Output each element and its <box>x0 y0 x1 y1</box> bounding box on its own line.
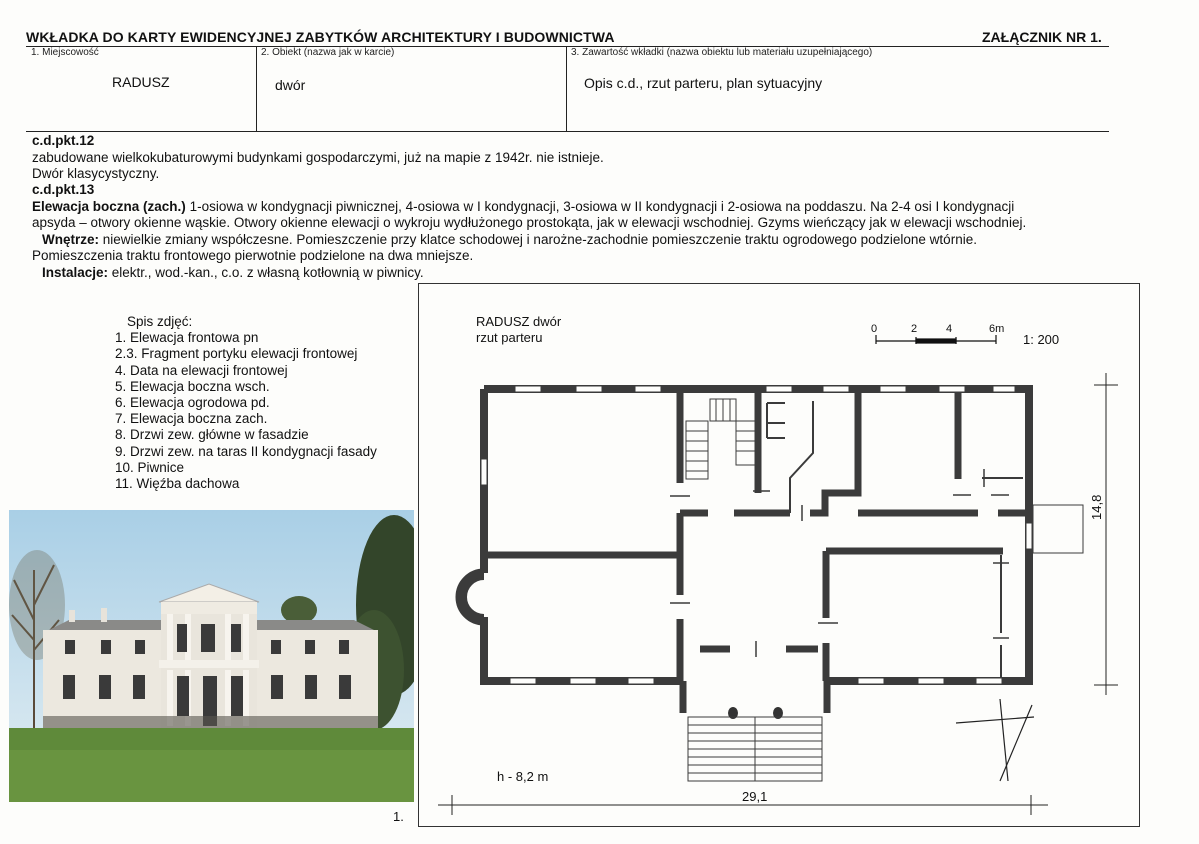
photo-list-item: 6. Elewacja ogrodowa pd. <box>115 395 270 411</box>
floor-plan-drawing <box>418 283 1138 825</box>
section12-line2: Dwór klasycystyczny. <box>32 166 160 181</box>
scale-tick-2: 2 <box>911 323 918 335</box>
document-title: WKŁADKA DO KARTY EWIDENCYJNEJ ZABYTKÓW ARCHITEKTURY I BUDOWNICTWA <box>26 29 615 45</box>
photo-list-item: 11. Więźba dachowa <box>115 476 240 492</box>
elevation-label: Elewacja boczna (zach.) <box>32 199 186 214</box>
photo-list-item: 10. Piwnice <box>115 459 185 475</box>
installations-text: elektr., wod.-kan., c.o. z własną kotłownią w piwnicy. <box>108 265 424 280</box>
installations-label: Instalacje: <box>42 265 109 280</box>
photo-list-heading: Spis zdjęć: <box>127 314 193 329</box>
object-label: 2. Obiekt (nazwa jak w karcie) <box>261 47 395 58</box>
field-divider-1 <box>256 47 257 131</box>
height-note: h - 8,2 m <box>497 769 549 784</box>
installations-paragraph <box>42 265 424 281</box>
front-steps <box>688 717 822 781</box>
elevation-paragraph <box>32 199 1014 215</box>
elevation-line2: apsyda – otwory okienne wąskie. Otwory okienne elewacji o wykroju wydłużonego prostokąta, jak w elewacji wschodniej. Gzyms wieńczący jak w elewacji wschodniej. <box>32 215 1027 230</box>
locality-value: RADUSZ <box>112 74 170 90</box>
locality-label: 1. Miejscowość <box>31 47 99 58</box>
header-rule <box>26 46 1109 47</box>
section12-line1: zabudowane wielkokubaturowymi budynkami gospodarczymi, już na mapie z 1942r. nie istnieje. <box>32 150 604 165</box>
plan-title-line1: RADUSZ dwór <box>476 314 562 329</box>
elevation-line1: 1-osiowa w kondygnacji piwnicznej, 4-osiowa w I kondygnacji, 3-osiowa w II kondygnacji i 2-osiowa na poddaszu. Na 2-4 osi I kondygnacji <box>185 199 1015 214</box>
east-terrace <box>1033 505 1083 553</box>
photo-list-item: 1. Elewacja frontowa pn <box>115 330 259 346</box>
scale-tick-4: 4 <box>946 323 953 335</box>
photo-list-item: 2.3. Fragment portyku elewacji frontowej <box>115 346 358 362</box>
photo-number: 1. <box>393 809 404 824</box>
scale-bar <box>876 335 996 344</box>
scale-ratio: 1: 200 <box>1023 332 1060 347</box>
photo-list-item: 8. Drzwi zew. główne w fasadzie <box>115 427 309 443</box>
manor-photo-drawing <box>9 510 414 802</box>
section12-heading: c.d.pkt.12 <box>32 133 95 148</box>
interior-line1: niewielkie zmiany współczesne. Pomieszczenie przy klatce schodowej i narożne-zachodnie pomieszczenie traktu ogrodowego podzielone wtórnie. <box>99 232 977 247</box>
depth-dimension: 14,8 <box>1089 494 1104 520</box>
section13-heading: c.d.pkt.13 <box>32 182 95 197</box>
photo-list-item: 7. Elewacja boczna zach. <box>115 411 268 427</box>
scale-tick-6: 6m <box>989 323 1005 335</box>
fields-bottom-rule <box>26 131 1109 132</box>
scale-tick-0: 0 <box>871 323 878 335</box>
photo-list-item: 9. Drzwi zew. na taras II kondygnacji fasady <box>115 443 377 459</box>
plan-title-line2: rzut parteru <box>476 330 543 345</box>
interior-label: Wnętrze: <box>42 232 99 247</box>
content-value: Opis c.d., rzut parteru, plan sytuacyjny <box>584 75 823 91</box>
object-value: dwór <box>275 77 306 93</box>
photo-list-item: 5. Elewacja boczna wsch. <box>115 378 270 394</box>
staircase <box>686 399 758 479</box>
photo-list <box>115 314 377 492</box>
north-arrow <box>956 699 1034 781</box>
width-dimension: 29,1 <box>742 789 768 804</box>
content-label: 3. Zawartość wkładki (nazwa obiektu lub materiału uzupełniającego) <box>571 47 873 58</box>
interior-line2: Pomieszczenia traktu frontowego pierwotnie podzielone na dwa mniejsze. <box>32 248 474 263</box>
photo-list-item: 4. Data na elewacji frontowej <box>115 362 288 378</box>
interior-paragraph <box>42 232 977 248</box>
attachment-number: ZAŁĄCZNIK NR 1. <box>982 29 1102 45</box>
field-divider-2 <box>566 47 567 131</box>
manor-photo <box>9 510 414 802</box>
